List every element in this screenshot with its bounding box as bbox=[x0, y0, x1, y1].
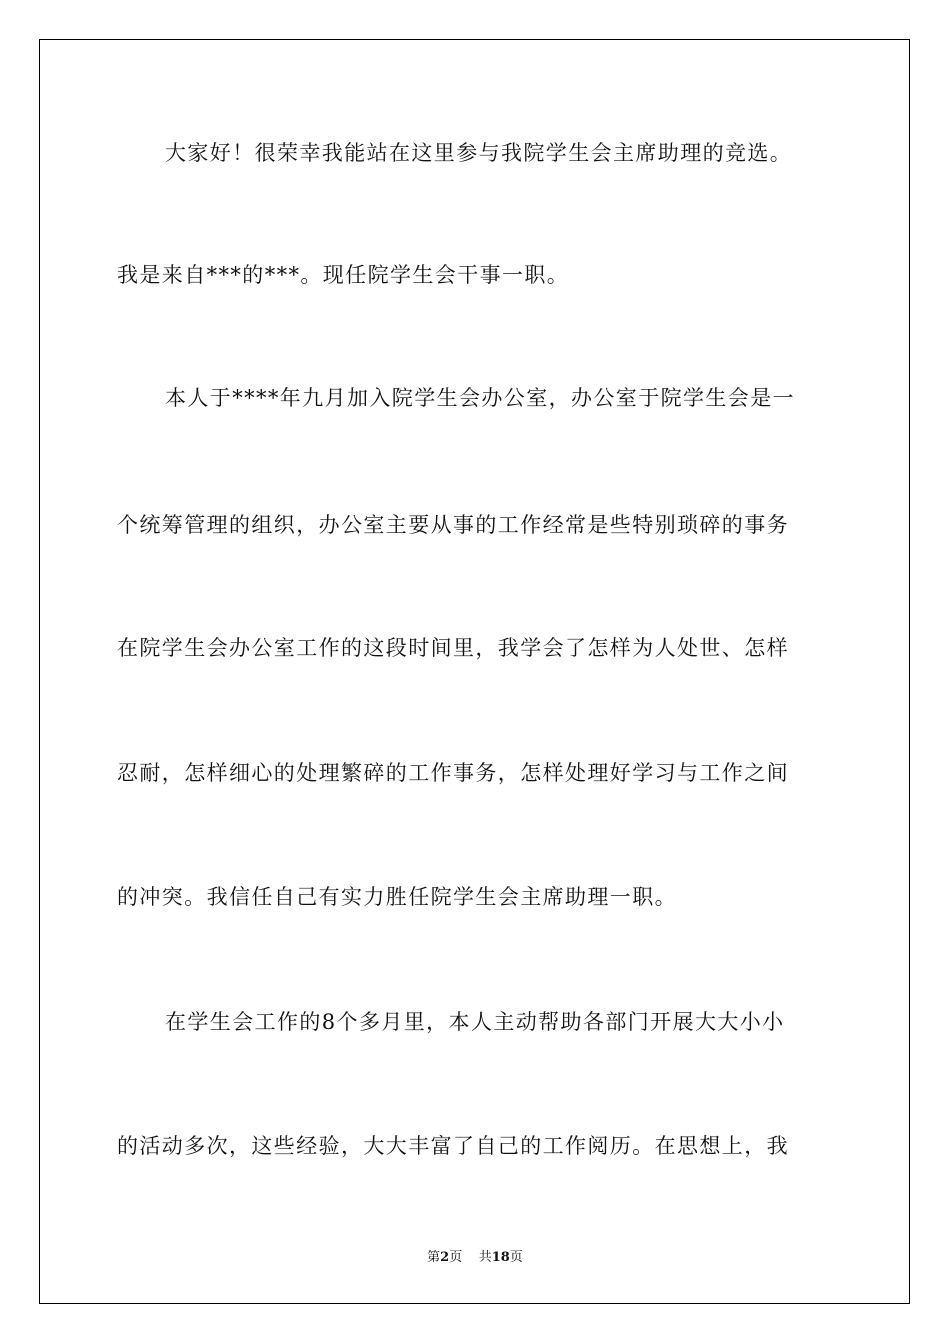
paragraph-line: 的冲突。我信任自己有实力胜任院学生会主席助理一职。 bbox=[117, 885, 677, 909]
footer-page-number: 2 bbox=[440, 1250, 450, 1265]
paragraph-line: 大家好！很荣幸我能站在这里参与我院学生会主席助理的竞选。 bbox=[165, 141, 793, 165]
paragraph-line: 本人于****年九月加入院学生会办公室，办公室于院学生会是一 bbox=[165, 386, 795, 410]
paragraph-line: 在院学生会办公室工作的这段时间里，我学会了怎样为人处世、怎样 bbox=[117, 636, 789, 660]
footer-total-prefix: 共 bbox=[478, 1250, 492, 1265]
paragraph-line: 个统筹管理的组织，办公室主要从事的工作经常是些特别琐碎的事务 bbox=[117, 513, 789, 537]
footer-page-prefix: 第 bbox=[427, 1250, 441, 1265]
page-border bbox=[39, 39, 910, 1304]
paragraph-line: 我是来自***的***。现任院学生会干事一职。 bbox=[117, 263, 570, 287]
paragraph-line: 的活动多次，这些经验，大大丰富了自己的工作阅历。在思想上，我 bbox=[117, 1134, 789, 1158]
footer-total-pages: 18 bbox=[491, 1250, 510, 1265]
footer-page-suffix: 页 bbox=[449, 1250, 463, 1265]
footer-total-suffix: 页 bbox=[509, 1250, 523, 1265]
page-footer bbox=[0, 1246, 950, 1265]
paragraph-line: 忍耐，怎样细心的处理繁碎的工作事务，怎样处理好学习与工作之间 bbox=[117, 761, 789, 785]
paragraph-line: 在学生会工作的8个多月里，本人主动帮助各部门开展大大小小 bbox=[165, 1010, 785, 1034]
